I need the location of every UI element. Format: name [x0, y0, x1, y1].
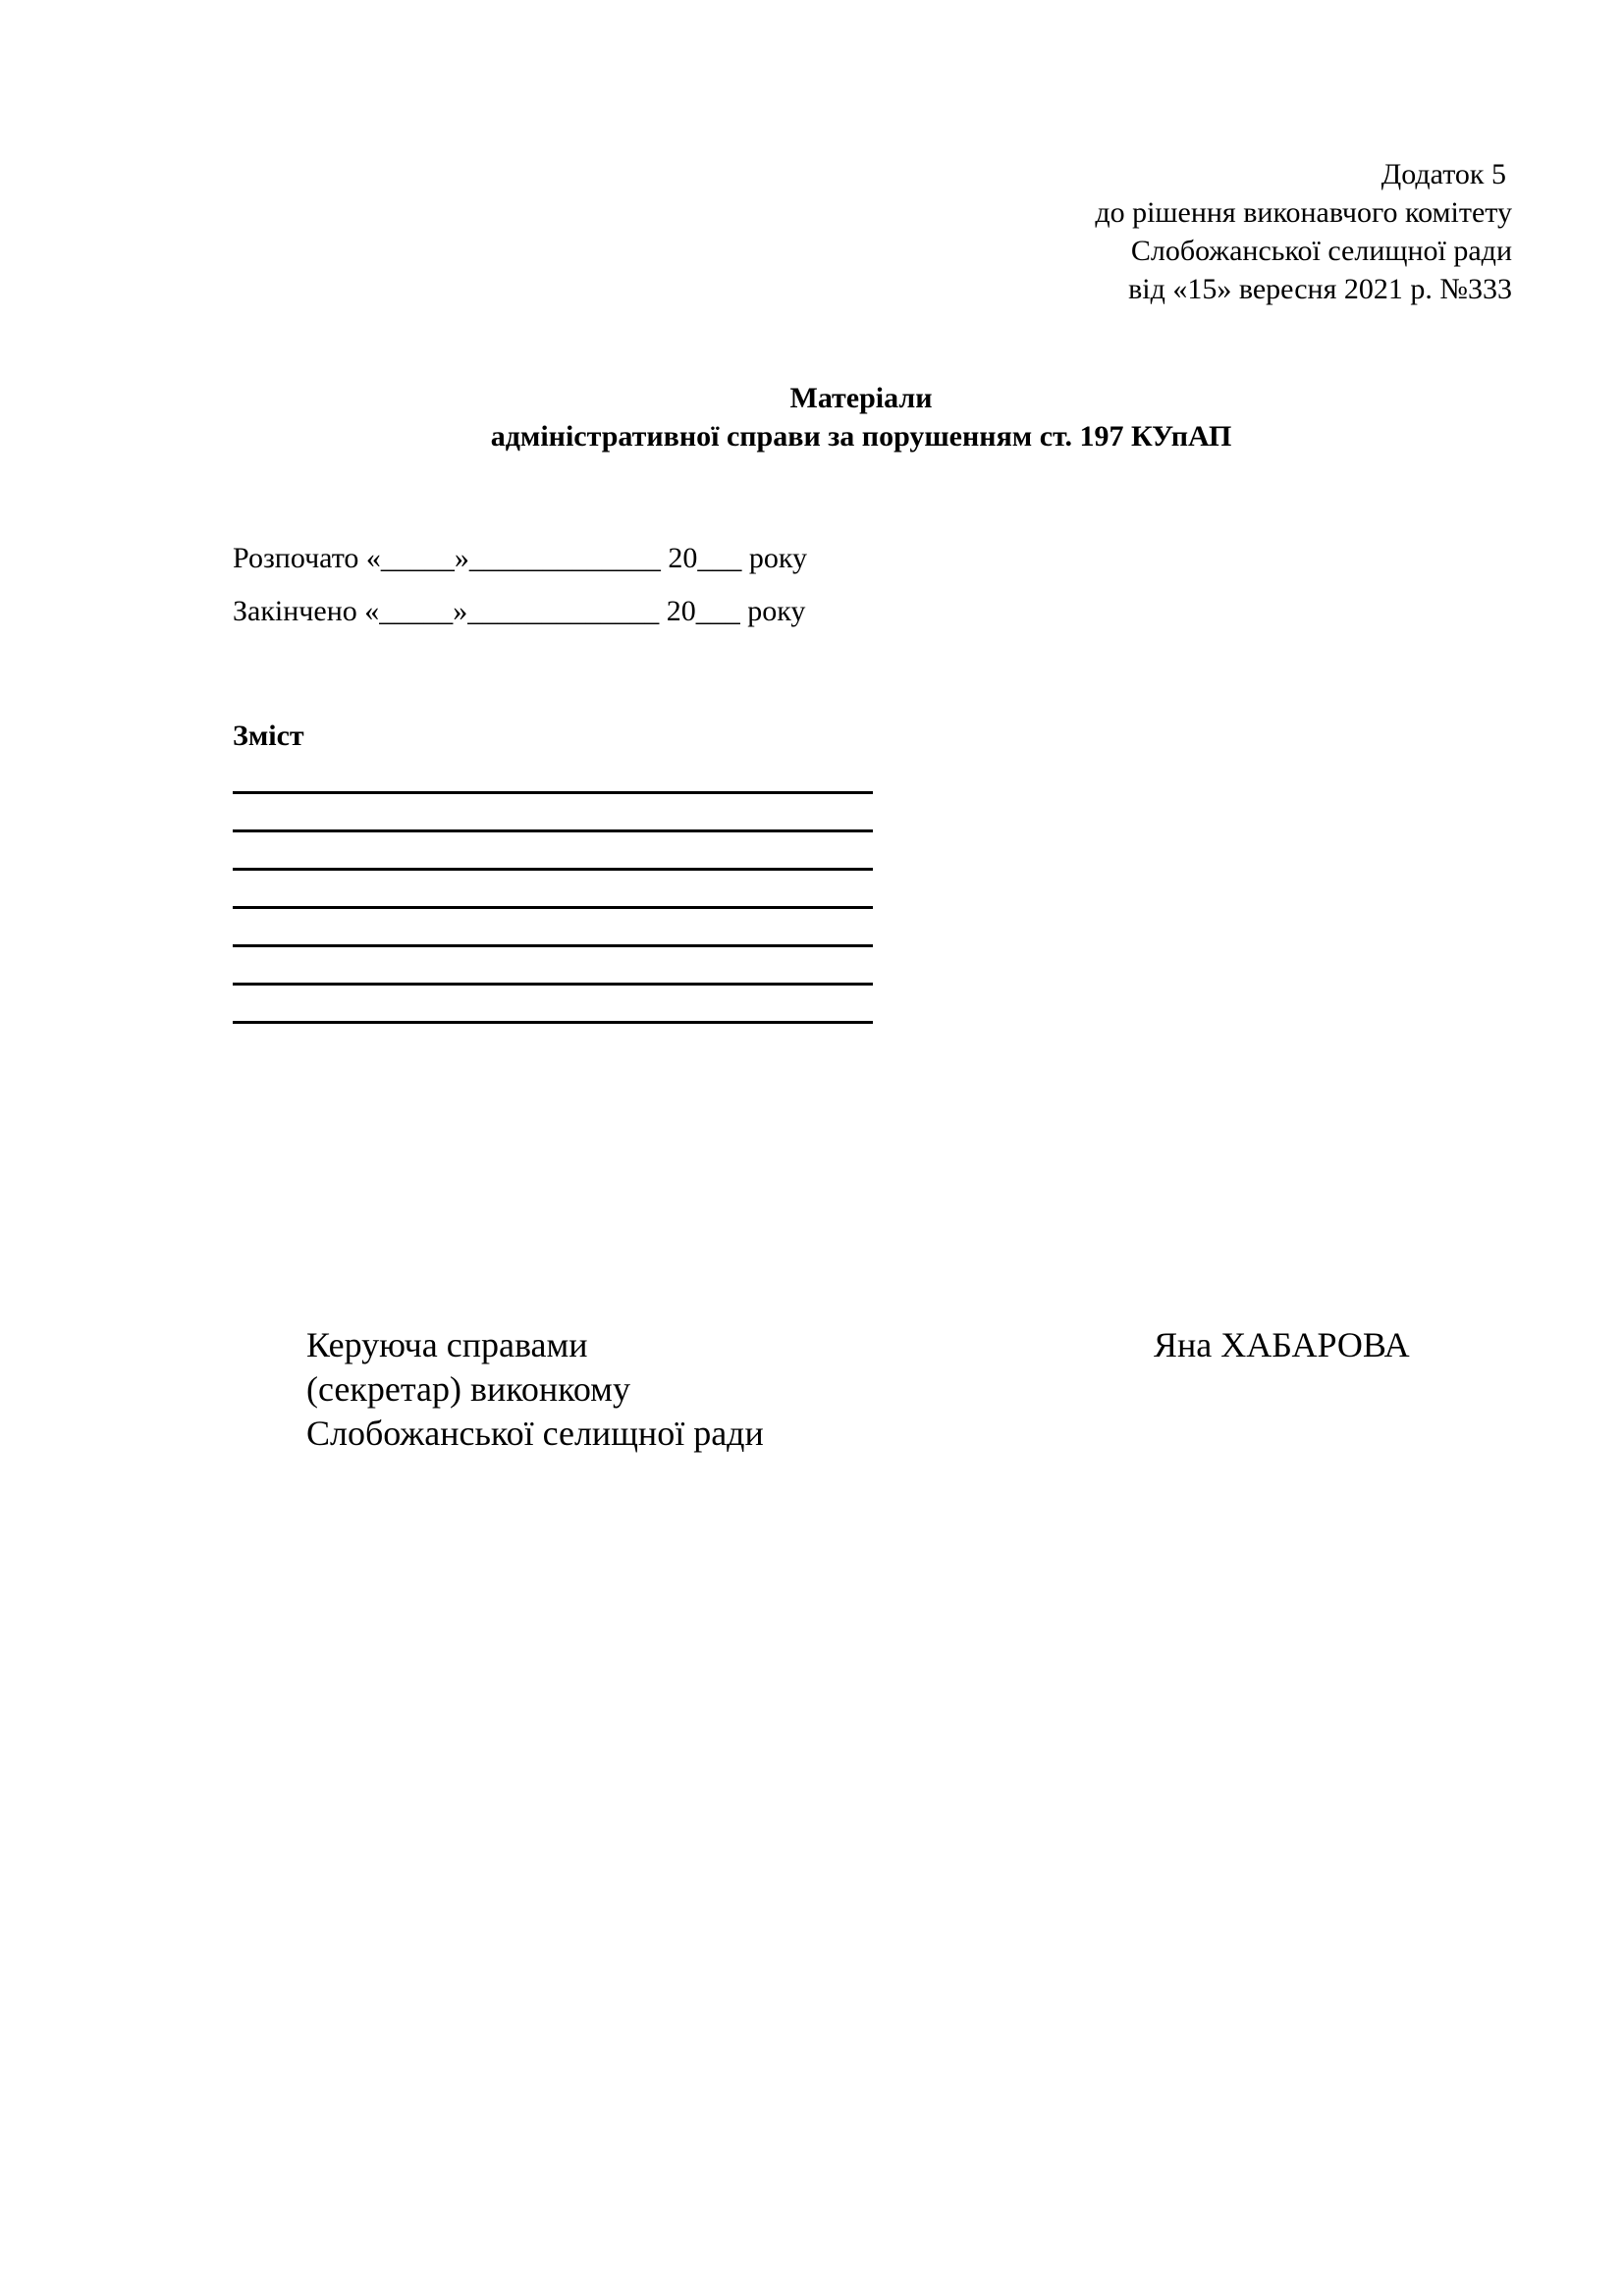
- contents-blank-line: [233, 756, 873, 794]
- document-title: [0, 379, 1624, 455]
- position-line-2: (секретар) виконкому: [306, 1369, 630, 1409]
- contents-blank-line: [233, 986, 873, 1024]
- case-dates: [233, 532, 807, 638]
- appendix-council-name: Слобожанської селищної ради: [1130, 235, 1512, 267]
- started-date-line: Розпочато «_____»_____________ 20___ року: [233, 542, 808, 574]
- position-line-1: Керуюча справами: [306, 1325, 588, 1364]
- signatory-position: [306, 1323, 764, 1456]
- signatory-name: Яна ХАБАРОВА: [1154, 1325, 1410, 1364]
- finished-date-line: Закінчено «_____»_____________ 20___ року: [233, 595, 806, 627]
- contents-blank-line: [233, 832, 873, 871]
- appendix-number: Додаток 5: [1380, 158, 1506, 190]
- contents-blank-line: [233, 947, 873, 986]
- contents-heading: Зміст: [233, 720, 304, 752]
- title-line-1: Матеріали: [789, 382, 933, 414]
- contents-blank-lines: [233, 756, 871, 1024]
- contents-blank-line: [233, 794, 873, 832]
- appendix-header: [1095, 155, 1512, 308]
- contents-blank-line: [233, 909, 873, 947]
- contents-section: [233, 717, 871, 1024]
- appendix-date-number: від «15» вересня 2021 р. №333: [1128, 273, 1512, 305]
- position-line-3: Слобожанської селищної ради: [306, 1414, 764, 1453]
- contents-blank-line: [233, 871, 873, 909]
- appendix-decision-ref: до рішення виконавчого комітету: [1095, 196, 1512, 229]
- title-line-2: адміністративної справи за порушенням ст. 197 КУпАП: [490, 420, 1232, 453]
